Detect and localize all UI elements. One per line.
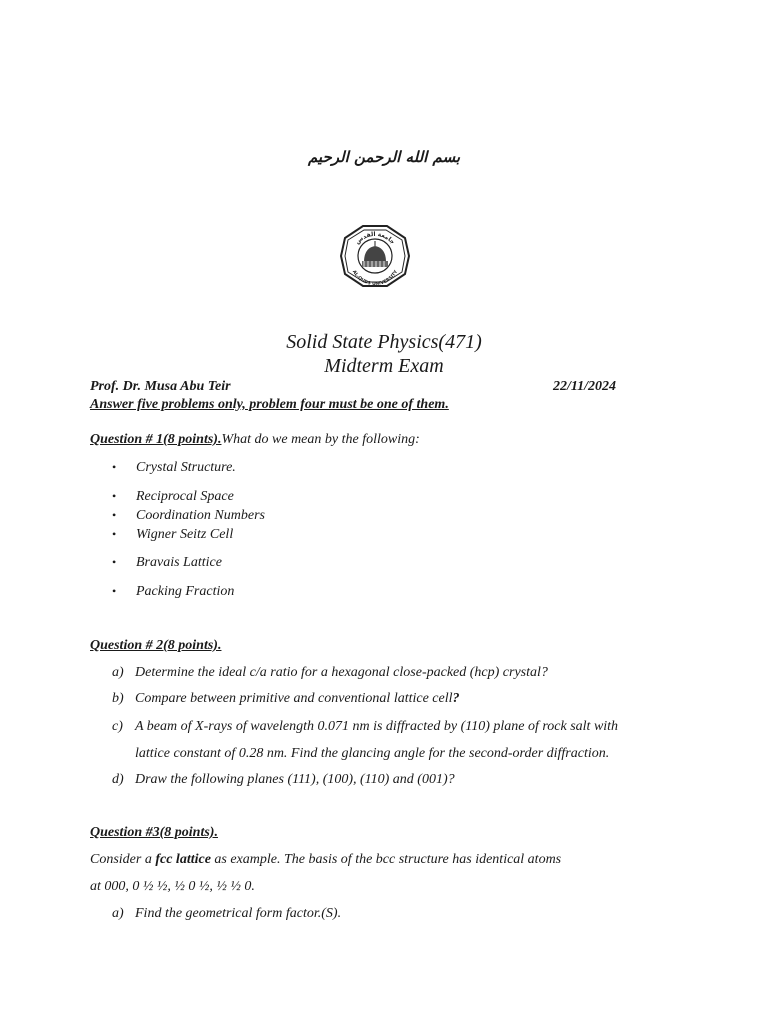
course-title: Solid State Physics(471) — [286, 331, 482, 353]
list-item — [112, 772, 455, 788]
question-3-text-part: Consider a — [90, 852, 156, 867]
list-item — [112, 489, 234, 505]
question-3-text-bold: fcc lattice — [155, 852, 211, 867]
list-item-text: Packing Fraction — [136, 584, 235, 599]
question-3-heading: Question #3(8 points). — [90, 825, 218, 840]
bullet-icon: • — [112, 527, 117, 541]
list-item-text: Find the geometrical form factor.(S). — [135, 906, 342, 921]
question-2-heading: Question # 2(8 points). — [90, 638, 222, 653]
bullet-icon: • — [112, 460, 117, 474]
exam-date: 22/11/2024 — [553, 379, 617, 394]
list-item-text: Determine the ideal c/a ratio for a hexagonal close-packed (hcp) crystal? — [135, 665, 548, 680]
exam-instructions: Answer five problems only, problem four must be one of them. — [90, 397, 449, 412]
professor-name: Prof. Dr. Musa Abu Teir — [90, 379, 231, 394]
list-item-text-bold: ? — [452, 691, 460, 706]
question-3-text-part: as example. The basis of the bcc structure has identical atoms — [210, 852, 562, 867]
bullet-icon: • — [112, 555, 117, 569]
bullet-icon: • — [112, 489, 117, 503]
item-marker: b) — [112, 691, 124, 706]
list-item — [112, 691, 460, 707]
list-item-text: Reciprocal Space — [136, 489, 234, 504]
list-item-text: Wigner Seitz Cell — [136, 527, 234, 542]
al-quds-university-seal-icon — [333, 224, 417, 288]
item-marker: c) — [112, 719, 123, 734]
question-3-line — [90, 825, 218, 841]
item-marker: a) — [112, 906, 124, 921]
list-item — [112, 665, 548, 681]
bullet-icon: • — [112, 584, 117, 598]
list-item — [112, 719, 618, 735]
question-3-text-line-2: at 000, 0 ½ ½, ½ 0 ½, ½ ½ 0. — [90, 879, 255, 894]
list-item-text: Crystal Structure. — [136, 460, 236, 475]
list-item — [112, 906, 341, 922]
list-item — [112, 527, 233, 543]
bullet-icon: • — [112, 508, 117, 522]
list-item — [112, 584, 234, 600]
list-item-text: A beam of X-rays of wavelength 0.071 nm is diffracted by (110) plane of rock salt with — [135, 719, 619, 734]
question-2-line — [90, 638, 221, 654]
university-logo — [333, 224, 417, 288]
list-item-text: Coordination Numbers — [136, 508, 265, 523]
item-marker: a) — [112, 665, 124, 680]
list-item — [112, 555, 222, 571]
question-1-heading: Question # 1(8 points). — [90, 432, 222, 447]
exam-title: Midterm Exam — [324, 355, 444, 377]
item-marker: d) — [112, 772, 124, 787]
list-item — [112, 508, 265, 524]
list-item-text: Bravais Lattice — [136, 555, 222, 570]
list-item-text: Draw the following planes (111), (100), (110) and (001)? — [135, 772, 455, 787]
question-3-text-line-1 — [90, 852, 561, 868]
list-item-continuation: lattice constant of 0.28 nm. Find the glancing angle for the second-order diffraction. — [135, 746, 610, 761]
list-item — [112, 460, 236, 476]
logo-arabic-text: جامعة القدس — [354, 230, 397, 246]
question-1-prompt: What do we mean by the following: — [221, 432, 420, 447]
question-1-line — [90, 432, 420, 448]
logo-english-text: AL-QUDS UNIVERSITY — [350, 269, 400, 288]
basmala-heading: بسم الله الرحمن الرحيم — [307, 148, 461, 166]
list-item-text: Compare between primitive and conventional lattice cell — [135, 691, 453, 706]
